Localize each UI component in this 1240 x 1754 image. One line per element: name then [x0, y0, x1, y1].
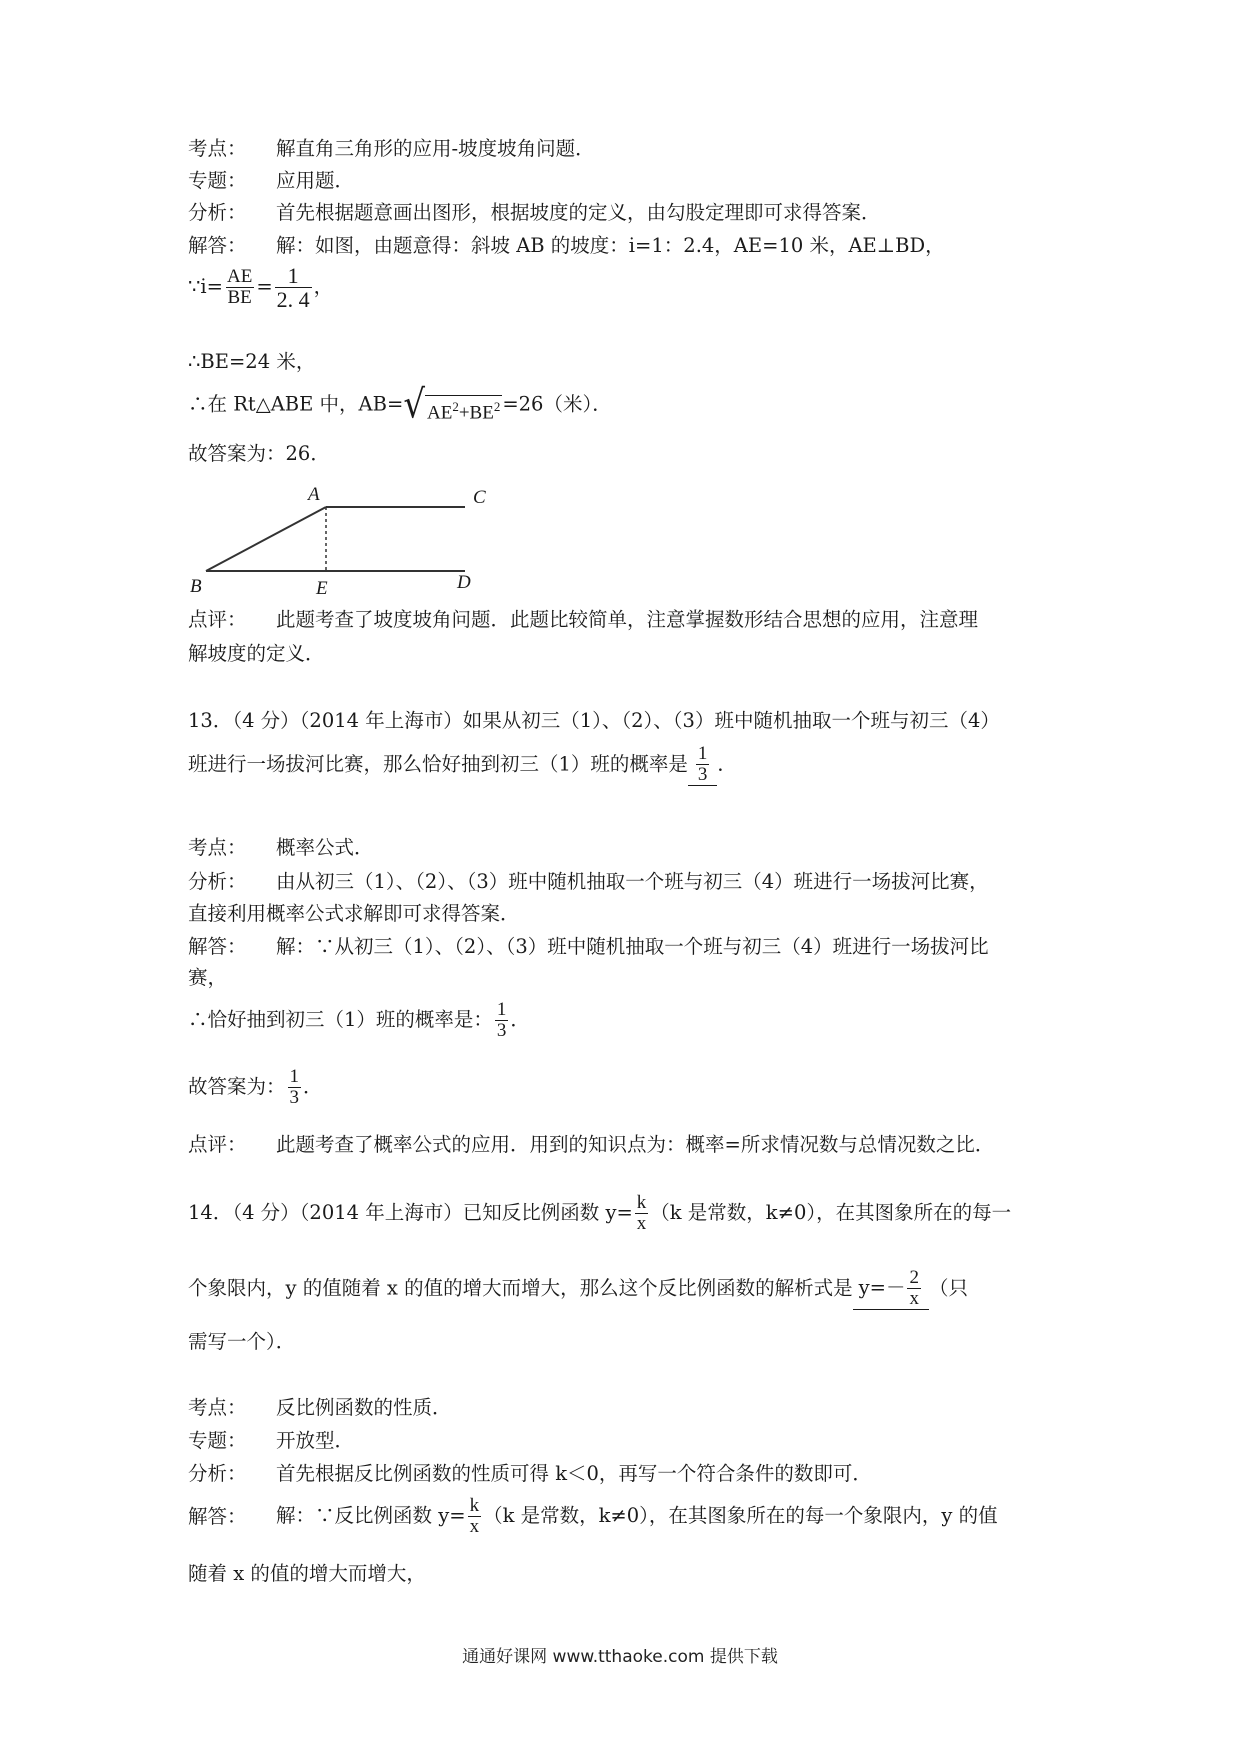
- segment-ab: [206, 507, 326, 571]
- q14-stem-cont: [188, 1268, 968, 1310]
- fraction-k-x: [635, 1193, 649, 1234]
- q14-stem-end: 需写一个）．: [188, 1330, 296, 1353]
- fenxi-text: 由从初三（1）、（2）、（3）班中随机抽取一个班与初三（4）班进行一场拔河比赛，: [276, 870, 989, 893]
- equation-ab: [188, 382, 612, 428]
- jieda-label: 解答：: [188, 935, 247, 958]
- point-b-label: B: [190, 576, 202, 597]
- kaodian-label: 考点：: [188, 836, 247, 859]
- frac-den: 3: [697, 763, 708, 785]
- fenxi-text-cont: 直接利用概率公式求解即可求得答案．: [188, 902, 520, 925]
- point-e-label: E: [316, 578, 328, 599]
- answer-expression: y=－: [858, 1275, 906, 1299]
- frac-den: x: [909, 1287, 919, 1309]
- frac-den: 2. 4: [276, 287, 310, 313]
- frac-num: 2: [909, 1267, 919, 1288]
- frac-num: k: [636, 1192, 647, 1213]
- slope-diagram: [180, 470, 510, 600]
- point-d-label: D: [457, 572, 471, 593]
- stem-suffix: （只: [928, 1276, 968, 1300]
- fenxi-label: 分析：: [188, 201, 247, 224]
- result-suffix: ．: [510, 1007, 530, 1031]
- zhuanti-text: 开放型．: [276, 1429, 355, 1452]
- jieda-suffix: （k 是常数，k≠0），在其图象所在的每一个象限内，y 的值: [483, 1503, 998, 1527]
- fraction-1-2-4: [275, 264, 312, 311]
- stem-suffix: ．: [717, 752, 737, 776]
- equation-be: ∴BE=24 米，: [188, 350, 316, 373]
- eq-prefix: ∵i=: [188, 275, 223, 299]
- answer-blank: [853, 1268, 929, 1310]
- fraction-one-third: [288, 1067, 302, 1108]
- frac-den: x: [469, 1515, 480, 1537]
- zhuanti-text: 应用题．: [276, 169, 355, 192]
- jieda-label: 解答：: [188, 1505, 247, 1528]
- eq-suffix: ，: [313, 275, 334, 299]
- answer-suffix: ．: [303, 1074, 323, 1098]
- exponent: 2: [493, 398, 501, 414]
- fraction-2-x: [907, 1268, 921, 1309]
- frac-num: 1: [287, 263, 299, 288]
- fenxi-text: 首先根据题意画出图形，根据坡度的定义，由勾股定理即可求得答案．: [276, 201, 881, 224]
- frac-den: 3: [496, 1019, 507, 1041]
- fenxi-label: 分析：: [188, 1462, 247, 1485]
- fenxi-text: 首先根据反比例函数的性质可得 k＜0，再写一个符合条件的数即可．: [276, 1462, 872, 1485]
- fenxi-label: 分析：: [188, 870, 247, 893]
- jieda-text-cont: 赛，: [188, 966, 228, 989]
- zhuanti-label: 专题：: [188, 169, 247, 192]
- answer-blank: [688, 744, 718, 786]
- radical-sign: √: [403, 382, 425, 428]
- kaodian-text: 概率公式．: [276, 836, 374, 859]
- frac-den: BE: [227, 287, 252, 309]
- jieda-text: [276, 1496, 998, 1537]
- kaodian-text: 反比例函数的性质．: [276, 1396, 452, 1419]
- dianping-label: 点评：: [188, 608, 247, 631]
- stem-text: 班进行一场拔河比赛，那么恰好抽到初三（1）班的概率是: [188, 752, 688, 776]
- jieda-prefix: 解：∵反比例函数 y=: [276, 1503, 466, 1527]
- kaodian-label: 考点：: [188, 1396, 247, 1419]
- jieda-text: 解：∵从初三（1）、（2）、（3）班中随机抽取一个班与初三（4）班进行一场拔河比: [276, 935, 989, 958]
- fraction-one-third: [495, 1000, 509, 1041]
- sqrt-body: [425, 395, 502, 422]
- q13-stem: 13．（4 分）（2014 年上海市）如果从初三（1）、（2）、（3）班中随机抽取一个班与初三（4）: [188, 709, 1000, 732]
- dianping-text-cont: 解坡度的定义．: [188, 642, 325, 665]
- point-c-label: C: [473, 487, 486, 508]
- jieda-text-cont: 随着 x 的值的增大而增大，: [188, 1562, 426, 1585]
- q13-result: [188, 1000, 530, 1041]
- sqrt-expression: [403, 382, 502, 428]
- frac-num: AE: [226, 266, 253, 288]
- dianping-label: 点评：: [188, 1133, 247, 1156]
- eq-prefix: ∴在 Rt△ABE 中，AB=: [188, 392, 404, 416]
- dianping-text: 此题考查了概率公式的应用．用到的知识点为：概率=所求情况数与总情况数之比．: [276, 1133, 995, 1156]
- frac-num: 1: [496, 999, 507, 1020]
- stem-text: 14．（4 分）（2014 年上海市）已知反比例函数 y=: [188, 1200, 633, 1224]
- frac-den: x: [636, 1212, 647, 1234]
- kaodian-label: 考点：: [188, 137, 247, 160]
- eq-sign: =: [256, 275, 273, 299]
- exponent: 2: [452, 398, 459, 414]
- kaodian-text: 解直角三角形的应用-坡度坡角问题．: [276, 137, 595, 160]
- q13-answer: [188, 1067, 323, 1108]
- eq-suffix: =26（米）．: [502, 392, 612, 416]
- jieda-label: 解答：: [188, 234, 247, 257]
- q14-stem: [188, 1193, 1011, 1234]
- fraction-k-x: [468, 1496, 482, 1537]
- sqrt-term-a: AE: [426, 402, 453, 423]
- frac-num: 1: [697, 743, 708, 764]
- frac-den: 3: [289, 1086, 300, 1108]
- q13-stem-cont: [188, 744, 737, 786]
- result-text: ∴恰好抽到初三（1）班的概率是：: [188, 1007, 493, 1031]
- stem-suffix: （k 是常数，k≠0），在其图象所在的每一: [650, 1200, 1012, 1224]
- answer-text: 故答案为：: [188, 1074, 286, 1098]
- equation-slope: [188, 264, 333, 311]
- zhuanti-label: 专题：: [188, 1429, 247, 1452]
- fraction-ae-be: [225, 267, 254, 308]
- frac-num: k: [469, 1495, 480, 1516]
- stem-text: 个象限内，y 的值随着 x 的值的增大而增大，那么这个反比例函数的解析式是: [188, 1276, 853, 1300]
- fraction-one-third: [696, 744, 710, 785]
- frac-num: 1: [289, 1066, 300, 1087]
- page-footer: 通通好课网 www.tthaoke.com 提供下载: [462, 1647, 778, 1667]
- point-a-label: A: [308, 484, 320, 505]
- answer-q12: 故答案为：26．: [188, 442, 330, 465]
- sqrt-term-b: +BE: [458, 402, 494, 423]
- jieda-text: 解：如图，由题意得：斜坡 AB 的坡度：i=1：2.4，AE=10 米，AE⊥BD，: [276, 234, 945, 257]
- dianping-text: 此题考查了坡度坡角问题．此题比较简单，注意掌握数形结合思想的应用，注意理: [276, 608, 979, 631]
